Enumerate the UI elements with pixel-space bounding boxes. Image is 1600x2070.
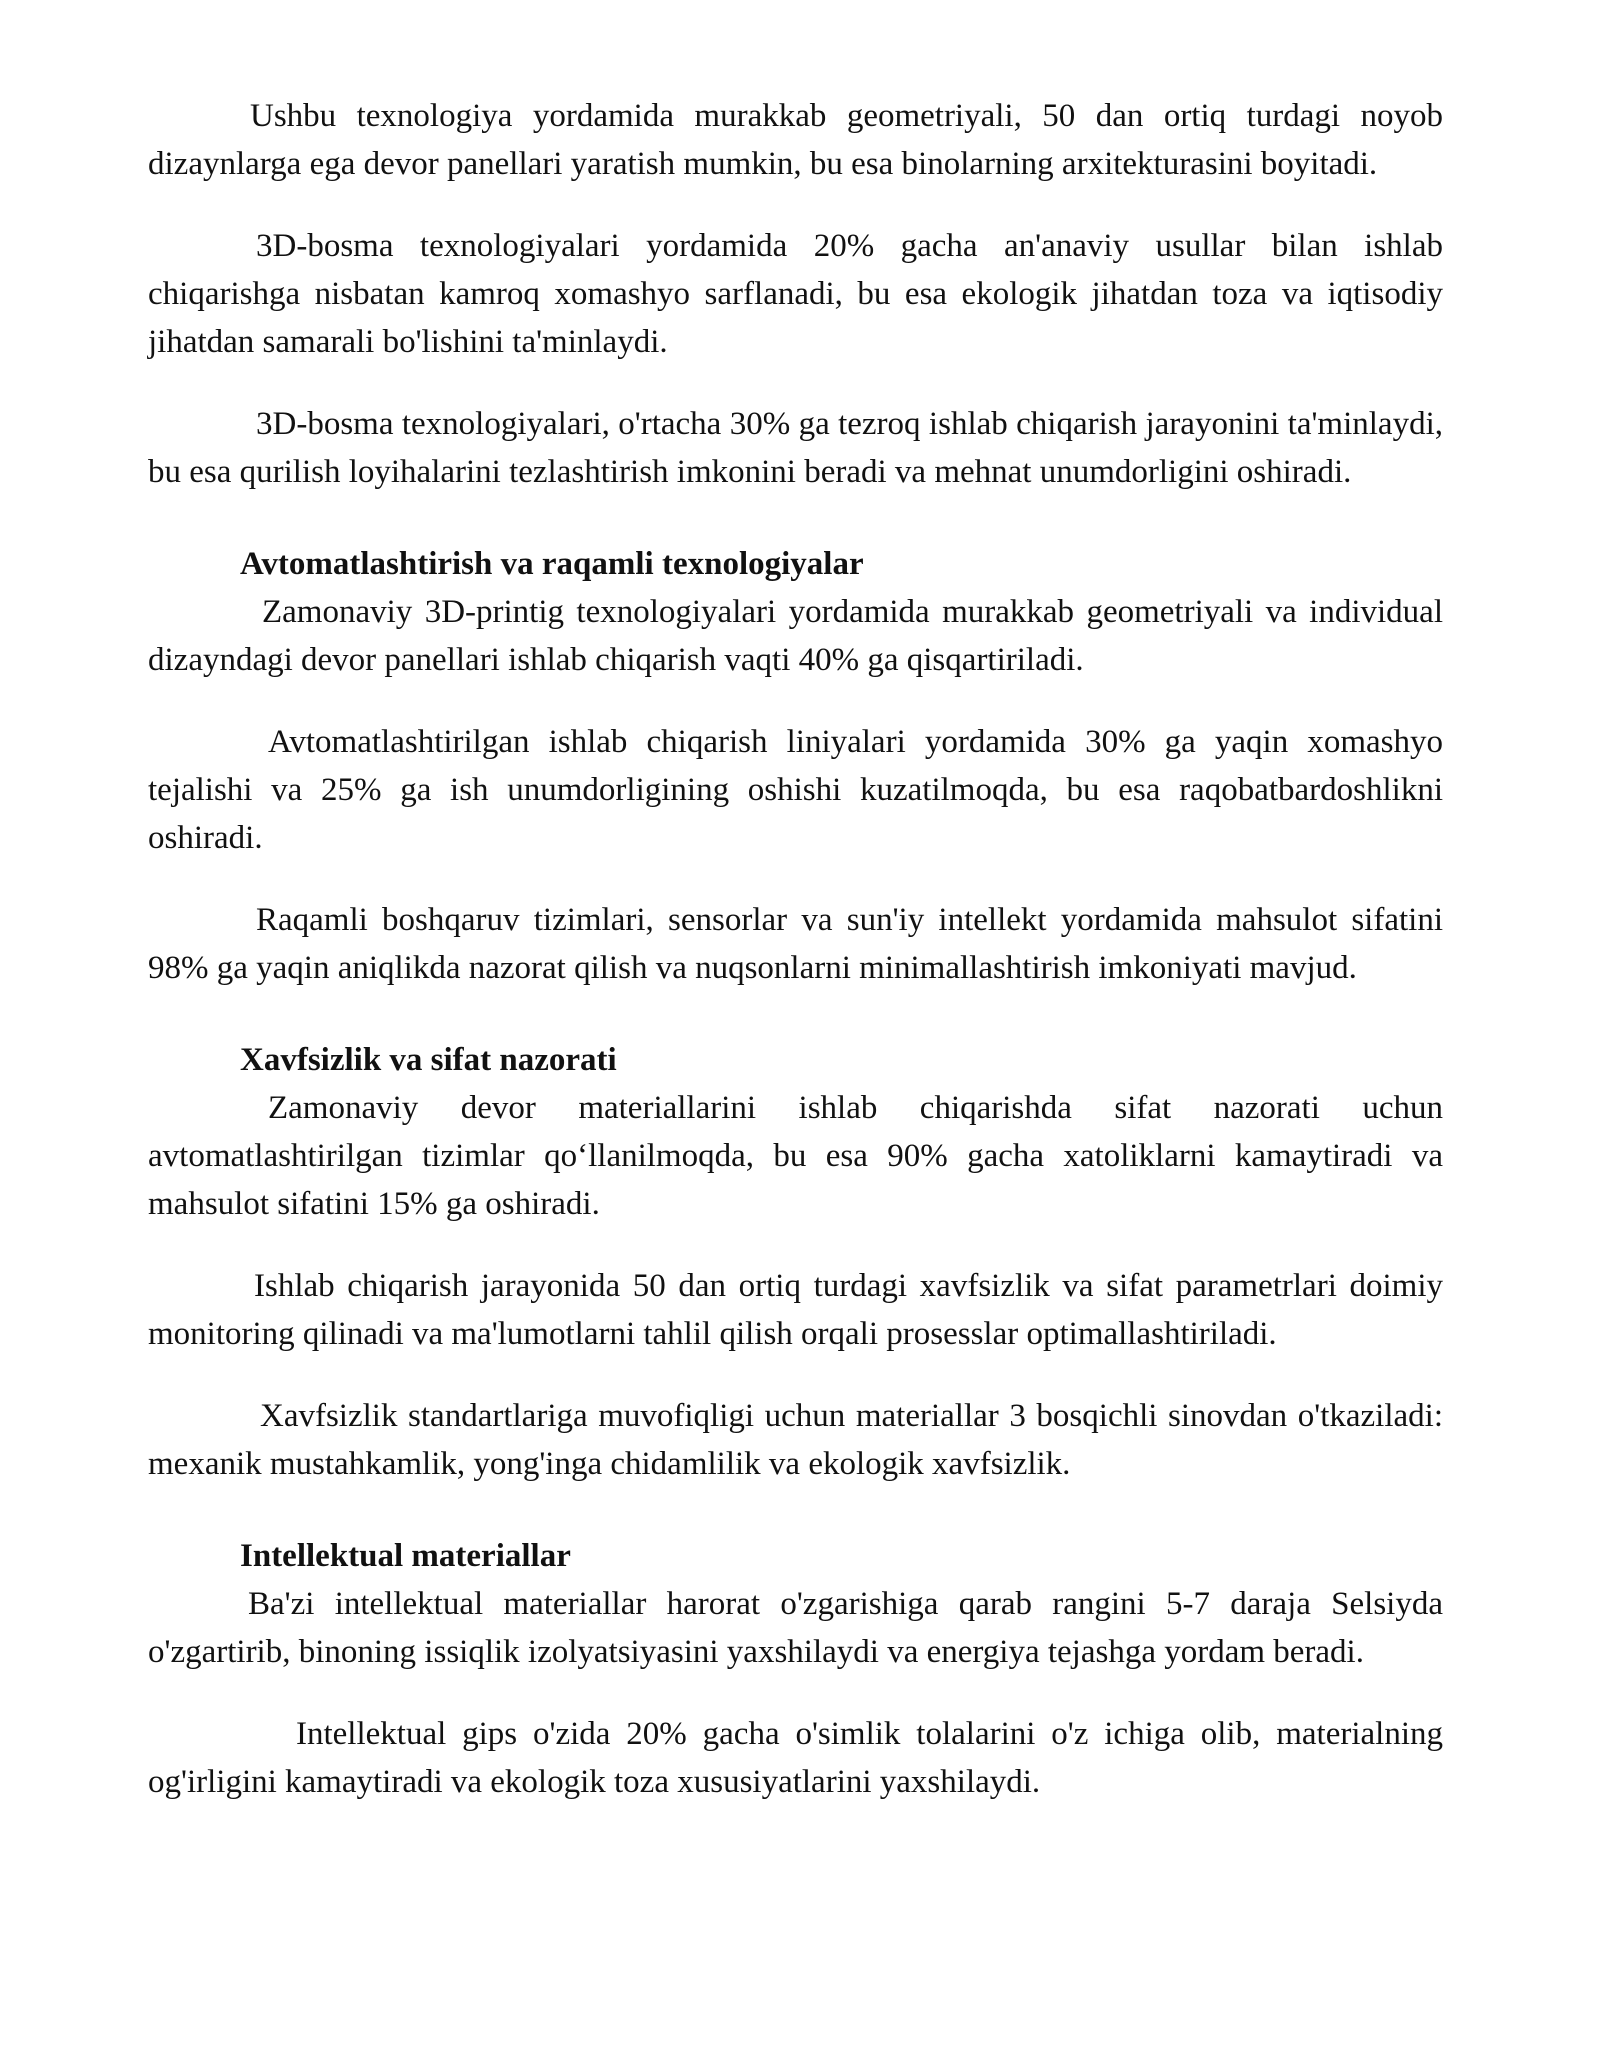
paragraph: Ba'zi intellektual materiallar harorat o'zgarishiga qarab rangini 5-7 daraja Selsiyda o'zgartirib, binoning issiqlik izolyatsiyasini yaxshilaydi va energiya tejashga yordam beradi. [148,1586,1443,1670]
section-heading: Avtomatlashtirish va raqamli texnologiyalar [240,546,864,582]
paragraph: Zamonaviy 3D-printig texnologiyalari yordamida murakkab geometriyali va individual dizayndagi devor panellari ishlab chiqarish vaqti 40% ga qisqartiriladi. [148,594,1443,678]
paragraph: Xavfsizlik standartlariga muvofiqligi uchun materiallar 3 bosqichli sinovdan o'tkaziladi: mexanik mustahkamlik, yong'inga chidamlilik va ekologik xavfsizlik. [148,1398,1443,1482]
paragraph: 3D-bosma texnologiyalari yordamida 20% gacha an'anaviy usullar bilan ishlab chiqarishga nisbatan kamroq xomashyo sarflanadi, bu esa ekologik jihatdan toza va iqtisodiy jihatdan samarali bo'lishini ta'minlaydi. [148,228,1443,360]
paragraph: 3D-bosma texnologiyalari, o'rtacha 30% ga tezroq ishlab chiqarish jarayonini ta'minlaydi, bu esa qurilish loyihalarini tezlashtirish imkonini beradi va mehnat unumdorligini oshiradi. [148,406,1443,490]
paragraph: Zamonaviy devor materiallarini ishlab chiqarishda sifat nazorati uchun avtomatlashtirilgan tizimlar qo‘llanilmoqda, bu esa 90% gacha xatoliklarni kamaytiradi va mahsulot sifatini 15% ga oshiradi. [148,1090,1443,1222]
section-heading: Xavfsizlik va sifat nazorati [240,1042,617,1078]
paragraph: Raqamli boshqaruv tizimlari, sensorlar va sun'iy intellekt yordamida mahsulot sifatini 98% ga yaqin aniqlikda nazorat qilish va nuqsonlarni minimallashtirish imkoniyati mavjud. [148,902,1443,986]
paragraph: Intellektual gips o'zida 20% gacha o'simlik tolalarini o'z ichiga olib, materialning og'irligini kamaytiradi va ekologik toza xususiyatlarini yaxshilaydi. [148,1716,1443,1800]
paragraph: Avtomatlashtirilgan ishlab chiqarish liniyalari yordamida 30% ga yaqin xomashyo tejalishi va 25% ga ish unumdorligining oshishi kuzatilmoqda, bu esa raqobatbardoshlikni oshiradi. [148,724,1443,856]
document-page [148,92,1443,1806]
section-heading: Intellektual materiallar [240,1538,571,1574]
paragraph: Ushbu texnologiya yordamida murakkab geometriyali, 50 dan ortiq turdagi noyob dizaynlarga ega devor panellari yaratish mumkin, bu esa binolarning arxitekturasini boyitadi. [148,98,1443,182]
paragraph: Ishlab chiqarish jarayonida 50 dan ortiq turdagi xavfsizlik va sifat parametrlari doimiy monitoring qilinadi va ma'lumotlarni tahlil qilish orqali prosesslar optimallashtiriladi. [148,1268,1443,1352]
